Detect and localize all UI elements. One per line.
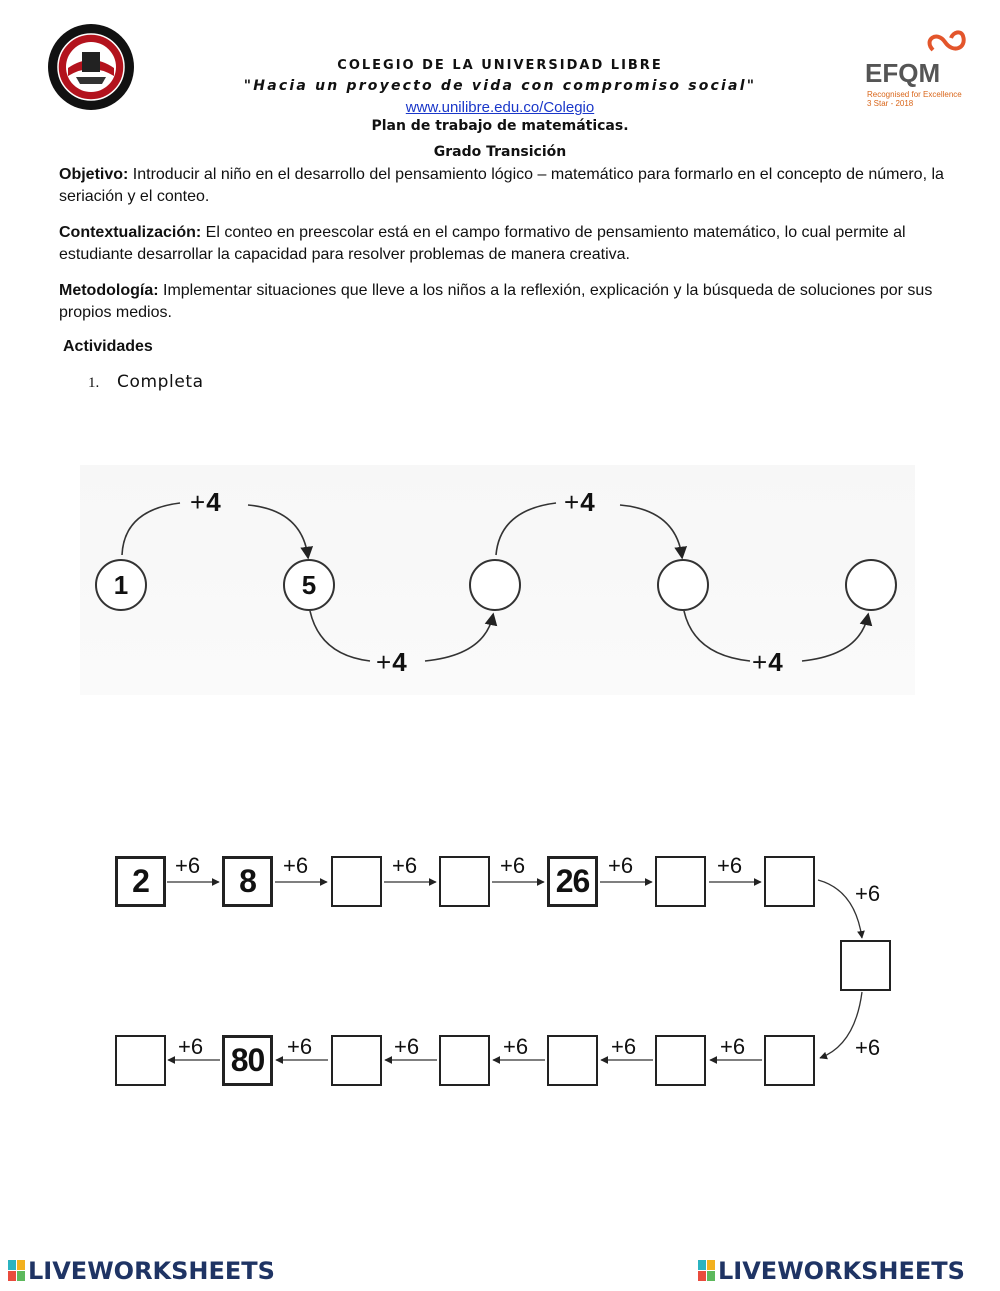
plan-title: Plan de trabajo de matemáticas.	[371, 118, 629, 134]
efqm-subtitle-1: Recognised for Excellence	[867, 90, 962, 99]
step-label-plus6: +6	[611, 1034, 637, 1059]
footer-brand-text: LIVEWORKSHEETS	[718, 1257, 965, 1285]
sequence-box-top-6-answer[interactable]	[655, 856, 706, 907]
sequence-box-bottom-5-answer[interactable]	[547, 1035, 598, 1086]
footer-brand-right	[698, 1257, 965, 1285]
step-label-plus4: +4	[376, 647, 408, 677]
contextualizacion-text: El conteo en preescolar está en el campo formativo de pensamiento matemático, lo cual permite al estudiante desarrollar la capacidad para resolver problemas de manera creativa.	[59, 224, 906, 263]
metodologia-label: Metodología:	[59, 282, 159, 299]
objetivo-label: Objetivo:	[59, 166, 129, 183]
step-label-plus6: +6	[500, 853, 526, 878]
step-label-plus6: +6	[394, 1034, 420, 1059]
liveworksheets-logo-icon	[8, 1260, 26, 1282]
efqm-title: EFQM	[865, 58, 941, 88]
step-label-plus6: +6	[178, 1034, 204, 1059]
contextualizacion-paragraph	[59, 222, 949, 266]
step-label-plus6: +6	[287, 1034, 313, 1059]
step-label-plus6: +6	[720, 1034, 746, 1059]
activity-item-number: 1.	[88, 375, 100, 391]
sequence-box-top-7-answer[interactable]	[764, 856, 815, 907]
step-label-plus6: +6	[392, 853, 418, 878]
footer-brand-text: LIVEWORKSHEETS	[28, 1257, 275, 1285]
metodologia-text: Implementar situaciones que lleve a los niños a la reflexión, explicación y la búsqueda de soluciones por sus propios medios.	[59, 282, 933, 321]
footer-brand-left	[8, 1257, 275, 1285]
step-label-plus4: +4	[190, 487, 222, 517]
sequence-circle-3-answer[interactable]	[469, 559, 521, 611]
sequence-box-top-3-answer[interactable]	[331, 856, 382, 907]
step-label-plus6: +6	[855, 881, 881, 906]
step-label-plus4: +4	[564, 487, 596, 517]
sequence-box-top-4-answer[interactable]	[439, 856, 490, 907]
sequence-box-bottom-1-answer[interactable]	[115, 1035, 166, 1086]
sequence-box-top-1: 2	[115, 856, 166, 907]
school-website-link[interactable]: www.unilibre.edu.co/Colegio	[405, 99, 595, 116]
grade-title: Grado Transición	[433, 144, 567, 160]
sequence-box-bottom-2: 80	[222, 1035, 273, 1086]
sequence-box-top-5: 26	[547, 856, 598, 907]
objetivo-text: Introducir al niño en el desarrollo del pensamiento lógico – matemático para formarlo en el concepto de número, la seriación y el conteo.	[59, 166, 944, 205]
metodologia-paragraph	[59, 280, 949, 324]
sequence-box-bottom-6-answer[interactable]	[655, 1035, 706, 1086]
step-label-plus6: +6	[283, 853, 309, 878]
step-label-plus6: +6	[503, 1034, 529, 1059]
sequence-circle-5-answer[interactable]	[845, 559, 897, 611]
school-motto: "Hacia un proyecto de vida con compromiso social"	[243, 78, 757, 94]
sequence-box-bottom-4-answer[interactable]	[439, 1035, 490, 1086]
school-name: COLEGIO DE LA UNIVERSIDAD LIBRE	[337, 58, 663, 73]
step-label-plus6: +6	[175, 853, 201, 878]
step-label-plus6: +6	[608, 853, 634, 878]
activity-item-label: Completa	[117, 372, 204, 392]
sequence-circle-4-answer[interactable]	[657, 559, 709, 611]
sequence-circle-1: 1	[95, 559, 147, 611]
step-label-plus4: +4	[752, 647, 784, 677]
exercise-plus4-sequence	[80, 465, 915, 695]
liveworksheets-logo-icon	[698, 1260, 716, 1282]
efqm-infinity-icon	[923, 28, 983, 58]
sequence-circle-2: 5	[283, 559, 335, 611]
sequence-box-bottom-3-answer[interactable]	[331, 1035, 382, 1086]
efqm-subtitle-2: 3 Star - 2018	[867, 99, 914, 108]
step-label-plus6: +6	[717, 853, 743, 878]
sequence-box-middle-answer[interactable]	[840, 940, 891, 991]
activities-heading: Actividades	[63, 338, 153, 355]
sequence-box-bottom-7-answer[interactable]	[764, 1035, 815, 1086]
sequence-box-top-2: 8	[222, 856, 273, 907]
step-label-plus6: +6	[855, 1035, 881, 1060]
contextualizacion-label: Contextualización:	[59, 224, 202, 241]
objetivo-paragraph	[59, 164, 949, 208]
